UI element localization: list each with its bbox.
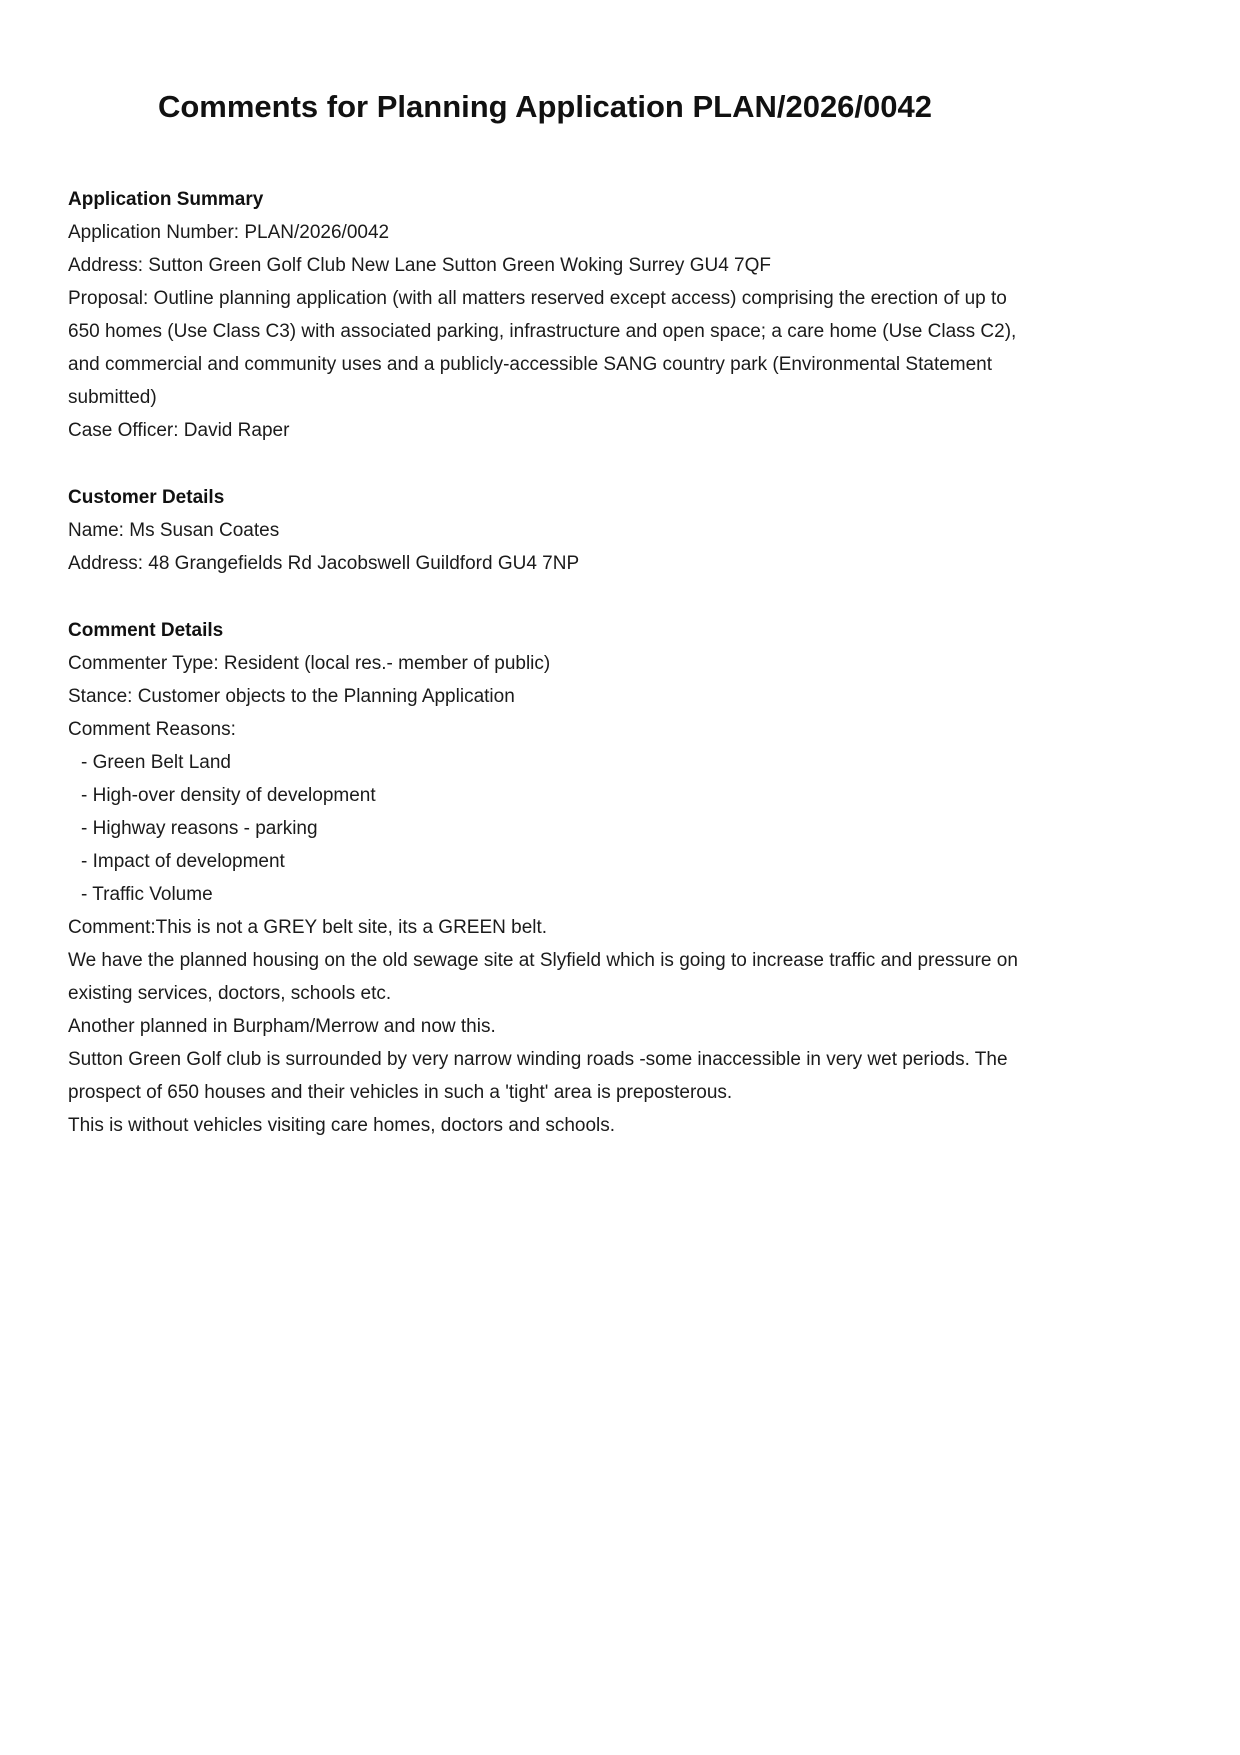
commenter-type-line: Commenter Type: Resident (local res.- member of public) <box>68 652 551 674</box>
comment-reason-item: - Green Belt Land <box>81 751 231 773</box>
comment-reason-item: - High-over density of development <box>81 784 376 806</box>
comment-reason-item: - Highway reasons - parking <box>81 817 318 839</box>
proposal-line: Proposal: Outline planning application (with all matters reserved except access) comprising the erection of up to 650 homes (Use Class C3) with associated parking, infrastructure and open space; a care home (Use Class C2), and commercial and community uses and a publicly-accessible SANG country park (Environmental Statement submitted) <box>68 287 1017 408</box>
comment-text-line: Sutton Green Golf club is surrounded by very narrow winding roads -some inaccessible in very wet periods. The prospect of 650 houses and their vehicles in such a 'tight' area is preposterous. <box>68 1048 1008 1103</box>
comment-text-line: This is without vehicles visiting care homes, doctors and schools. <box>68 1114 616 1136</box>
customer-name-line: Name: Ms Susan Coates <box>68 519 280 541</box>
comment-details-section <box>68 614 1022 1142</box>
stance-line: Stance: Customer objects to the Planning Application <box>68 685 515 707</box>
customer-details-heading: Customer Details <box>68 486 225 508</box>
comment-reasons-label: Comment Reasons: <box>68 718 236 740</box>
customer-address-line: Address: 48 Grangefields Rd Jacobswell Guildford GU4 7NP <box>68 552 580 574</box>
comment-text-line: Another planned in Burpham/Merrow and now this. <box>68 1015 496 1037</box>
comment-details-heading: Comment Details <box>68 619 224 641</box>
comment-text-line: Comment:This is not a GREY belt site, its a GREEN belt. <box>68 916 548 938</box>
case-officer-line: Case Officer: David Raper <box>68 419 290 441</box>
application-summary-heading: Application Summary <box>68 188 264 210</box>
customer-details-section <box>68 481 1022 580</box>
site-address-line: Address: Sutton Green Golf Club New Lane Sutton Green Woking Surrey GU4 7QF <box>68 254 771 276</box>
comment-reason-item: - Traffic Volume <box>81 883 213 905</box>
application-number-line: Application Number: PLAN/2026/0042 <box>68 221 390 243</box>
application-summary-section <box>68 183 1022 447</box>
comment-reason-item: - Impact of development <box>81 850 285 872</box>
page-title: Comments for Planning Application PLAN/2026/0042 <box>157 89 933 124</box>
comment-text-line: We have the planned housing on the old sewage site at Slyfield which is going to increase traffic and pressure on existing services, doctors, schools etc. <box>68 949 1018 1004</box>
